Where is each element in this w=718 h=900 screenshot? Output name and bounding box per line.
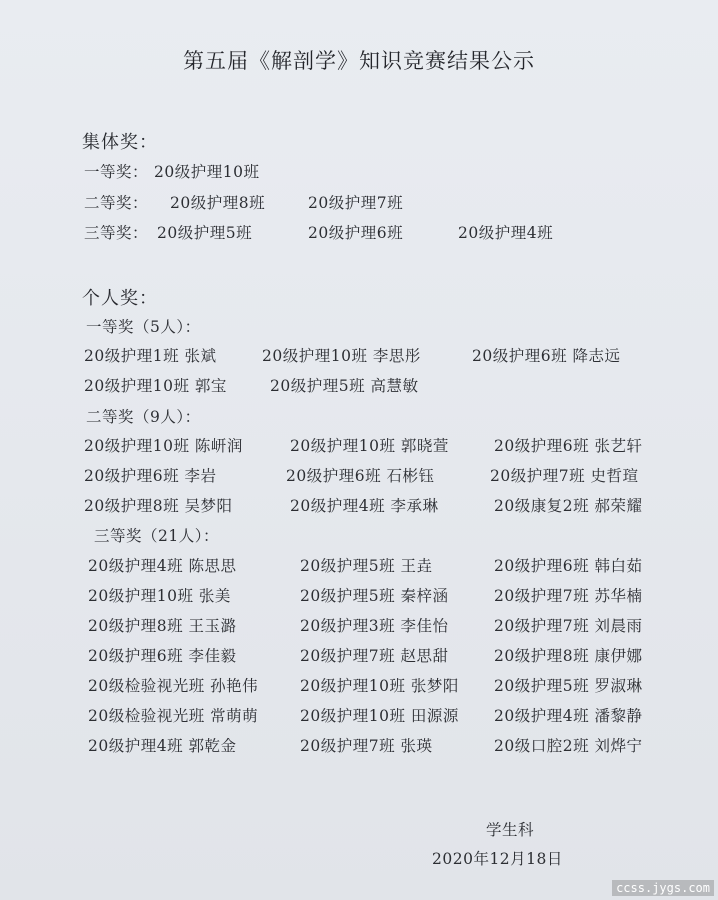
individual-award-heading: 个人奖： [82, 288, 158, 309]
issuing-department: 学生科 [486, 821, 535, 839]
page-title: 第五届《解剖学》知识竞赛结果公示 [183, 49, 535, 73]
winner: 20级护理1班 张斌 [84, 347, 217, 365]
winner: 20级护理6班 韩白茹 [494, 557, 643, 575]
winner: 20级护理10班 李思彤 [262, 347, 421, 365]
winner: 20级护理10班 陈岍润 [84, 437, 243, 455]
individual-first-label: 一等奖（5人）： [86, 318, 201, 336]
group-third-label: 三等奖： [84, 224, 149, 242]
winner: 20级口腔2班 刘烨宁 [494, 737, 643, 755]
winner: 20级护理7班 刘晨雨 [494, 617, 643, 635]
individual-third-label: 三等奖（21人）： [94, 527, 219, 545]
winner: 20级护理6班 李佳毅 [88, 647, 237, 665]
winner: 20级护理7班 史哲瑄 [490, 467, 639, 485]
group-first-class-1: 20级护理10班 [154, 163, 260, 181]
winner: 20级护理7班 苏华楠 [494, 587, 643, 605]
group-third-class-3: 20级护理4班 [458, 224, 554, 242]
winner: 20级护理4班 李承琳 [290, 497, 439, 515]
winner: 20级护理8班 王玉潞 [88, 617, 237, 635]
winner: 20级检验视光班 孙艳伟 [88, 677, 259, 695]
watermark: ccss.jygs.com [612, 880, 714, 896]
winner: 20级护理10班 郭晓萱 [290, 437, 449, 455]
winner: 20级检验视光班 常萌萌 [88, 707, 259, 725]
winner: 20级护理4班 陈思思 [88, 557, 237, 575]
winner: 20级护理5班 高慧敏 [270, 377, 419, 395]
group-award-heading: 集体奖： [82, 132, 158, 153]
winner: 20级护理6班 降志远 [472, 347, 621, 365]
winner: 20级护理10班 张梦阳 [300, 677, 459, 695]
winner: 20级护理6班 石彬钰 [286, 467, 435, 485]
group-second-label: 二等奖： [84, 194, 149, 212]
winner: 20级护理10班 田源源 [300, 707, 459, 725]
issue-date: 2020年12月18日 [432, 850, 563, 868]
winner: 20级护理10班 郭宝 [84, 377, 227, 395]
winner: 20级护理6班 张艺轩 [494, 437, 643, 455]
group-second-class-1: 20级护理8班 [170, 194, 266, 212]
group-third-class-2: 20级护理6班 [308, 224, 404, 242]
winner: 20级护理4班 郭乾金 [88, 737, 237, 755]
winner: 20级护理8班 康伊娜 [494, 647, 643, 665]
winner: 20级康复2班 郝荣耀 [494, 497, 643, 515]
winner: 20级护理4班 潘黎静 [494, 707, 643, 725]
winner: 20级护理3班 李佳怡 [300, 617, 449, 635]
winner: 20级护理5班 罗淑琳 [494, 677, 643, 695]
group-first-label: 一等奖： [84, 163, 149, 181]
winner: 20级护理7班 赵思甜 [300, 647, 449, 665]
group-third-class-1: 20级护理5班 [157, 224, 253, 242]
individual-second-label: 二等奖（9人）： [86, 408, 201, 426]
winner: 20级护理6班 李岩 [84, 467, 217, 485]
winner: 20级护理8班 吴梦阳 [84, 497, 233, 515]
winner: 20级护理5班 王垚 [300, 557, 433, 575]
winner: 20级护理10班 张美 [88, 587, 231, 605]
winner: 20级护理5班 秦梓涵 [300, 587, 449, 605]
winner: 20级护理7班 张瑛 [300, 737, 433, 755]
group-second-class-2: 20级护理7班 [308, 194, 404, 212]
